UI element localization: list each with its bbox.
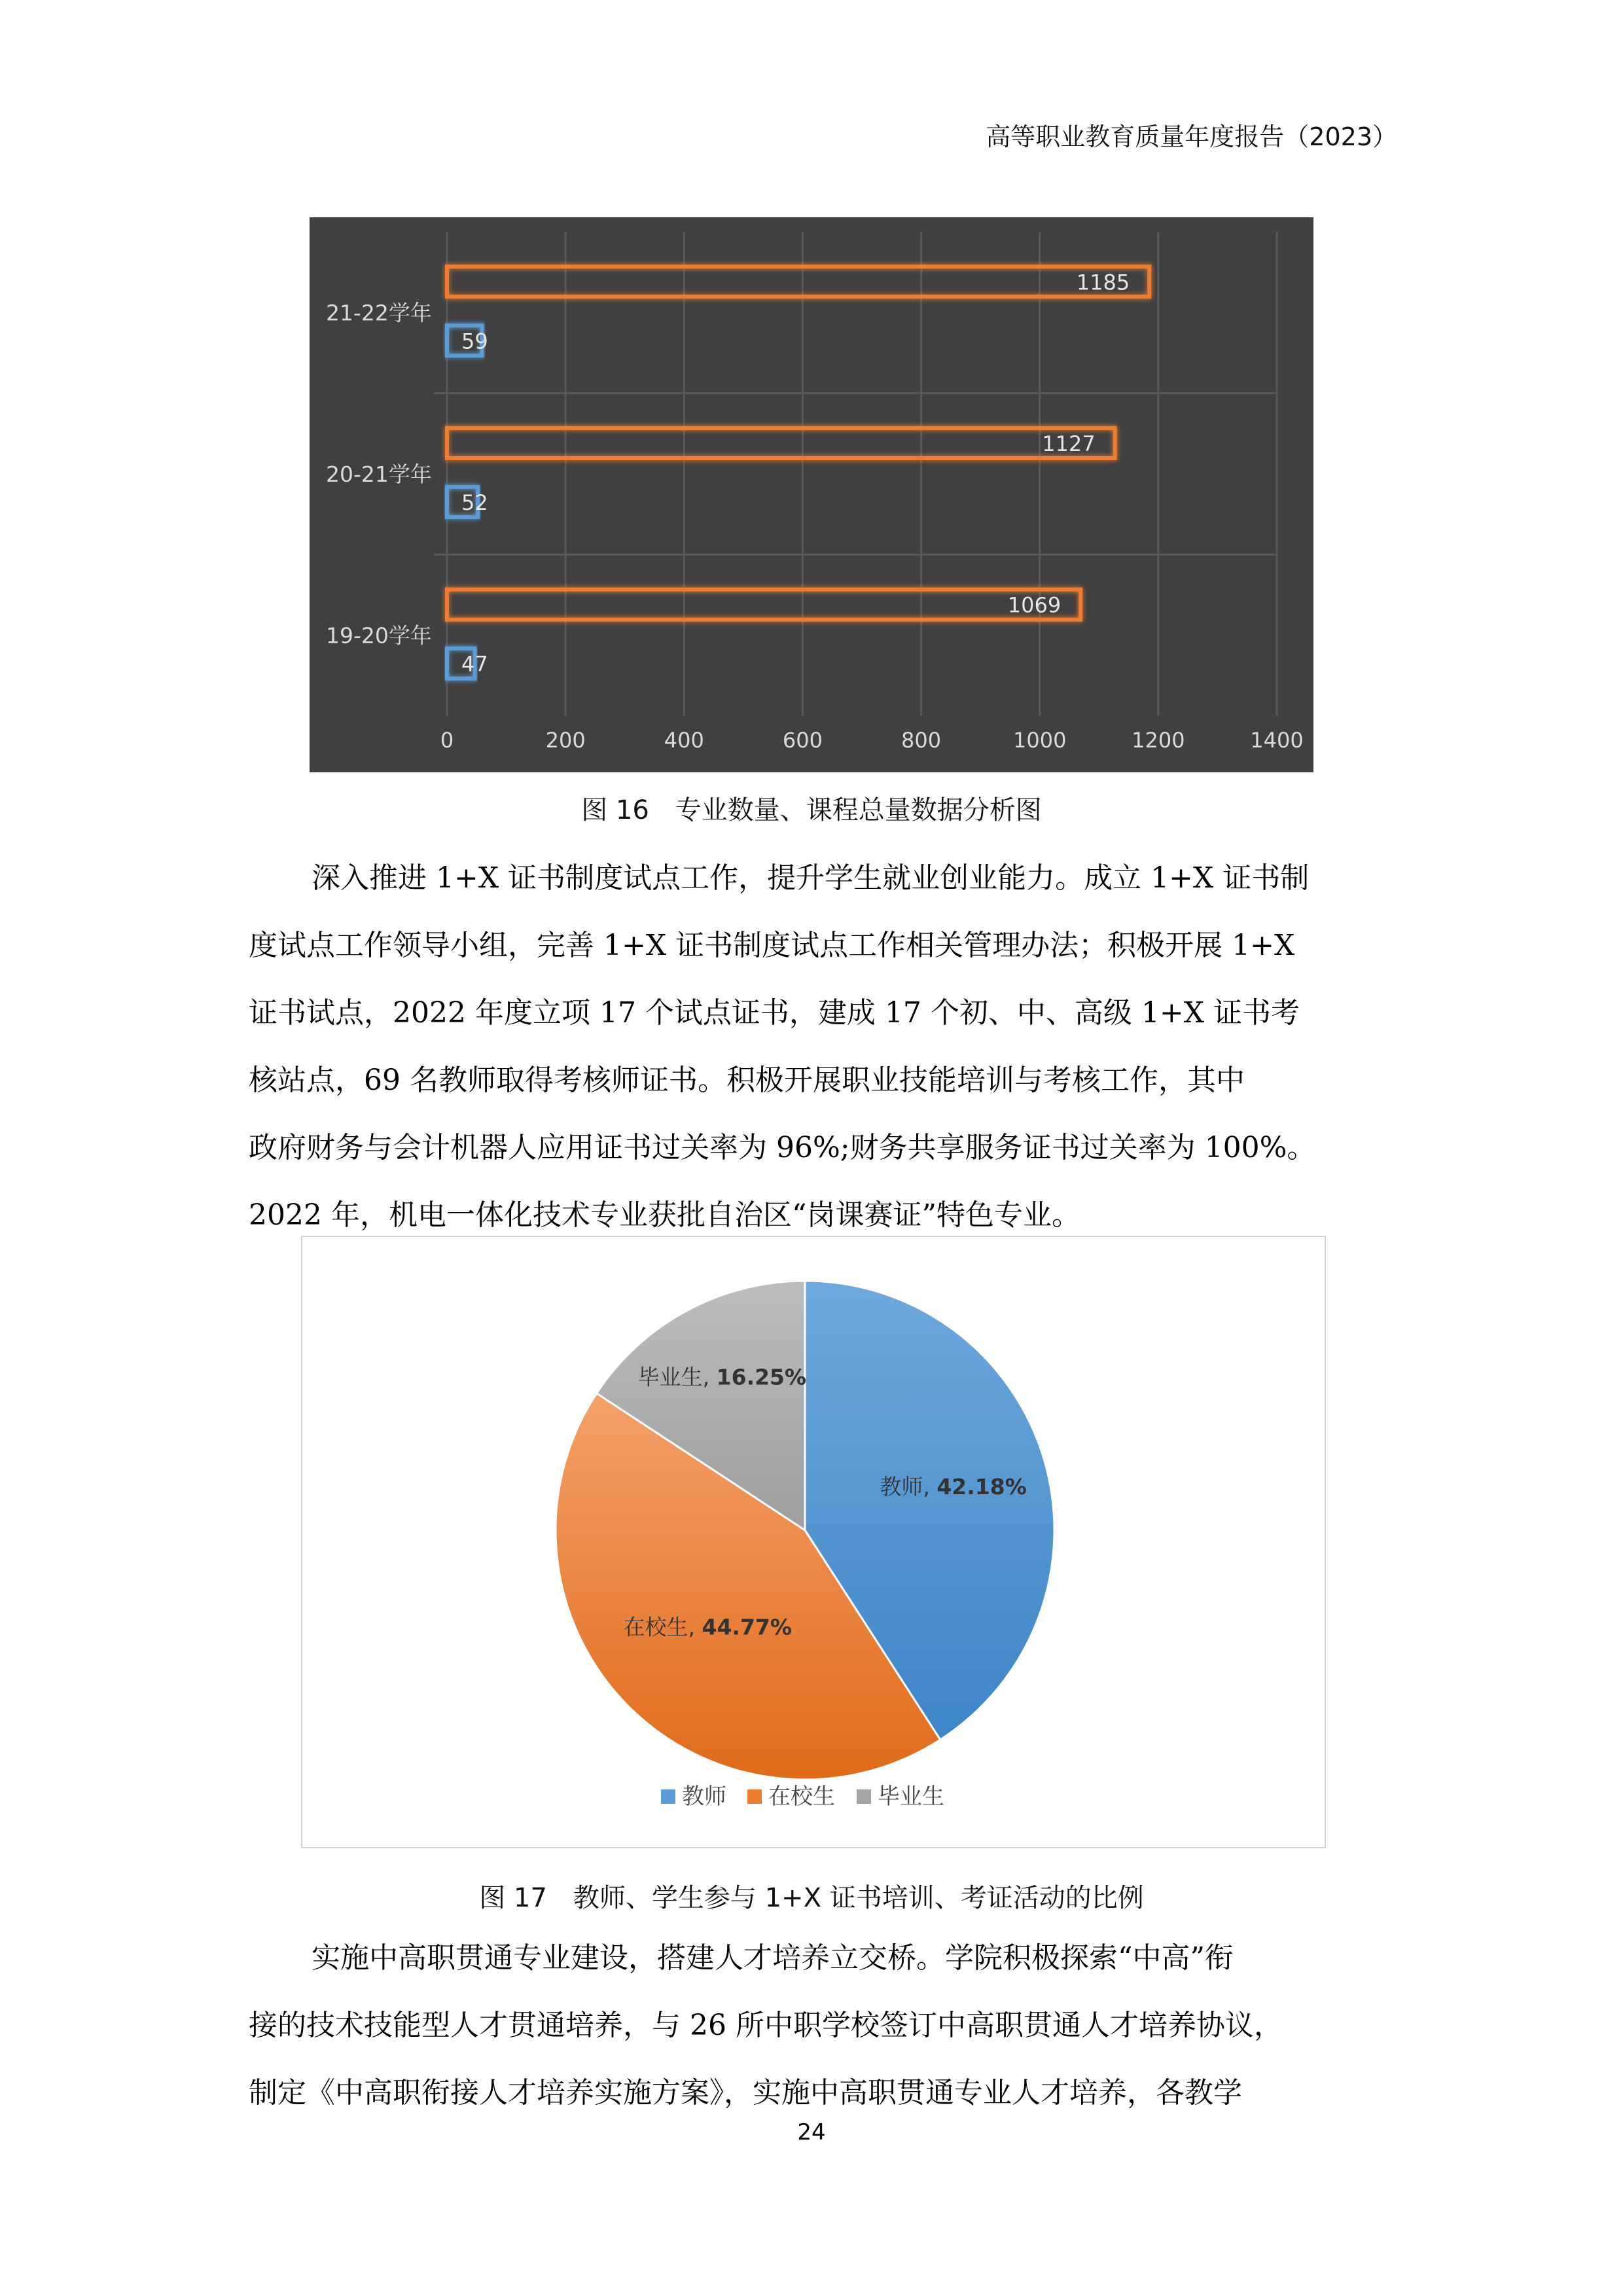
pie-data-label: 在校生, 44.77% bbox=[623, 1614, 792, 1640]
paragraph-2-line: 实施中高职贯通专业建设，搭建人才培养立交桥。学院积极探索“中高”衔 bbox=[312, 1941, 1234, 1975]
x-tick-label: 1000 bbox=[1012, 728, 1067, 753]
paragraph-2 bbox=[249, 1924, 1374, 2126]
legend-swatch bbox=[747, 1789, 762, 1804]
x-tick-label: 800 bbox=[901, 728, 942, 753]
pie-chart bbox=[301, 1236, 1326, 1848]
paragraph-2-line: 制定《中高职衔接人才培养实施方案》，实施中高职贯通专业人才培养，各教学 bbox=[249, 2076, 1242, 2109]
paragraph-2-line: 接的技术技能型人才贯通培养，与 26 所中职学校签订中高职贯通人才培养协议， bbox=[249, 2009, 1283, 2042]
page-number: 24 bbox=[797, 2119, 826, 2145]
pie-data-label: 毕业生, 16.25% bbox=[637, 1364, 807, 1390]
legend-swatch bbox=[857, 1789, 871, 1804]
paragraph-1-line: 深入推进 1+X 证书制度试点工作，提升学生就业创业能力。成立 1+X 证书制 bbox=[312, 861, 1310, 895]
x-tick-label: 0 bbox=[440, 728, 454, 753]
pie-data-label: 教师, 42.18% bbox=[880, 1474, 1027, 1500]
paragraph-1-line: 2022 年，机电一体化技术专业获批自治区“岗课赛证”特色专业。 bbox=[249, 1198, 1080, 1232]
bar-chart bbox=[310, 217, 1313, 772]
bar-value-label: 59 bbox=[461, 329, 488, 354]
legend-label: 教师 bbox=[682, 1784, 726, 1810]
x-tick-label: 1200 bbox=[1132, 728, 1185, 753]
bar-value-label: 47 bbox=[461, 651, 488, 677]
paragraph-1-line: 核站点，69 名教师取得考核师证书。积极开展职业技能培训与考核工作，其中 bbox=[249, 1064, 1245, 1097]
bar-value-label: 1127 bbox=[1042, 431, 1096, 456]
x-tick-label: 600 bbox=[782, 728, 823, 753]
bar-value-label: 52 bbox=[461, 490, 488, 515]
paragraph-1-line: 证书试点，2022 年度立项 17 个试点证书，建成 17 个初、中、高级 1+X 证书考 bbox=[249, 996, 1300, 1030]
bar-value-label: 1185 bbox=[1076, 270, 1130, 295]
y-category-label: 21-22学年 bbox=[326, 300, 432, 326]
x-tick-label: 400 bbox=[664, 728, 704, 753]
y-category-label: 19-20学年 bbox=[326, 622, 432, 649]
paragraph-1-line: 度试点工作领导小组，完善 1+X 证书制度试点工作相关管理办法；积极开展 1+X bbox=[249, 929, 1295, 962]
chart-background bbox=[310, 217, 1313, 772]
legend-label: 毕业生 bbox=[878, 1784, 944, 1810]
legend-swatch bbox=[661, 1789, 675, 1804]
x-tick-label: 1400 bbox=[1250, 728, 1304, 753]
bar-value-label: 1069 bbox=[1007, 592, 1061, 618]
paragraph-1 bbox=[249, 844, 1374, 1249]
y-category-label: 20-21学年 bbox=[326, 461, 432, 487]
page-header: 高等职业教育质量年度报告（2023） bbox=[986, 122, 1397, 151]
paragraph-1-line: 政府财务与会计机器人应用证书过关率为 96%;财务共享服务证书过关率为 100%。 bbox=[249, 1131, 1316, 1164]
x-tick-label: 200 bbox=[545, 728, 586, 753]
figure-16-caption: 图 16 专业数量、课程总量数据分析图 bbox=[581, 795, 1042, 825]
legend-label: 在校生 bbox=[768, 1784, 835, 1810]
figure-17-caption: 图 17 教师、学生参与 1+X 证书培训、考证活动的比例 bbox=[479, 1883, 1144, 1913]
